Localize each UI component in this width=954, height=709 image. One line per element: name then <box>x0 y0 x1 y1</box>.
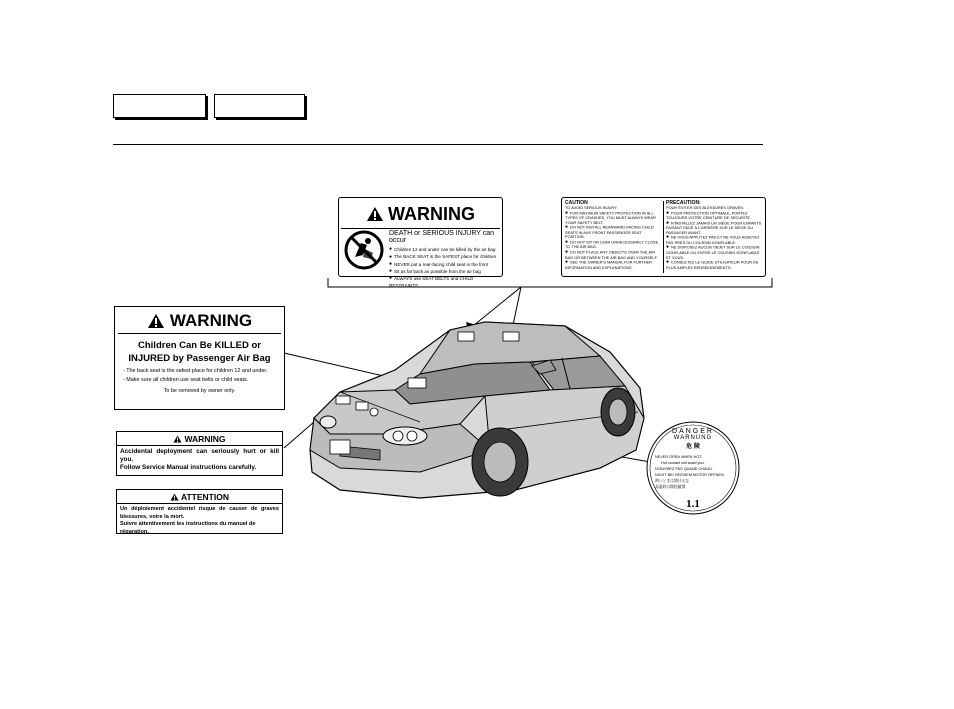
danger-title: DANGER <box>672 428 714 435</box>
warning-triangle-icon <box>170 493 179 501</box>
list-item: ● The BACK SEAT is the SAFEST place for children <box>389 253 501 260</box>
list-item: ● DO NOT PLACE ANY OBJECTS OVER THE AIR BAG OR BETWEEN THE AIR BAG AND YOURSELF. <box>565 250 661 260</box>
top-warning-header <box>341 200 500 229</box>
cap-line-4: NICHT BEI HEISSEM MOTOR ÖFFNEN. <box>655 473 725 477</box>
list-item: - Make sure all children use seat belts or child seats. <box>123 376 284 385</box>
cap-line-5: 熱いときは開けるな <box>655 479 690 483</box>
attention-text2: Suivre attentivement les instructions du manuel de réparation. <box>120 521 256 535</box>
list-item: ● ALWAYS use SEAT BELTS and CHILD RESTRAINTS <box>389 275 501 289</box>
list-item: ● Sit as far back as possible from the air bag <box>389 268 501 275</box>
attention-text1: Un déploiement accidentel risque de causer de graves blessures, voire la mort. <box>120 506 279 520</box>
warnung-title: WARNUNG <box>673 435 713 441</box>
sun-visor-line1: Children Can Be KILLED or <box>138 340 261 351</box>
list-item: - The back seat is the safest place for children 12 and under. <box>123 367 284 376</box>
small-warning-header <box>117 432 282 446</box>
list-item: ● NE DISPOSEZ AUCUN OBJET SUR LE COUSSIN GONFLABLE OU ENTRE LE COUSSIN GONFLABLE ET VOUS. <box>666 245 764 260</box>
list-item: ● SEE THE OWNER'S MANUAL FOR FURTHER INFORMATION AND EXPLANATIONS. <box>565 260 661 270</box>
list-item: ● FOR MAXIMUM SAFETY PROTECTION IN ALL TYPES OF CRASHES, YOU MUST ALWAYS WEAR YOUR SAFETY BELT. <box>565 211 661 226</box>
top-warning-subheading: DEATH or SERIOUS INJURY can occur <box>389 230 495 244</box>
cap-line-6: 高温時は開栓厳禁 <box>655 485 686 489</box>
attention-header <box>117 490 282 504</box>
list-item: ● NE VOUS APPUYEZ PAS ET NE VOUS ASSEYEZ PAS PRÈS DU COUSSIN GONFLABLE. <box>666 235 764 245</box>
warning-triangle-icon <box>173 435 182 443</box>
list-item: ● DO NOT SIT OR LEAN UNNECESSARILY CLOSE TO THE AIR BAG. <box>565 240 661 250</box>
kanji-title: 危 険 <box>686 444 700 450</box>
cap-line-2: Hot coolant will scald you. <box>661 461 705 465</box>
sun-visor-footer: To be removed by owner only. <box>163 388 236 394</box>
attention-label <box>116 489 283 534</box>
list-item: ● DO NOT INSTALL REARWARD-FACING CHILD SEATS IN ANY FRONT PASSENGER SEAT POSITION. <box>565 225 661 240</box>
top-warning-heading: WARNING <box>388 203 475 224</box>
precaution-subtitle: POUR ÉVITER DES BLESSURES GRAVES: <box>666 204 744 210</box>
caution-subtitle: TO AVOID SERIOUS INJURY: <box>565 204 618 210</box>
small-warning-heading: WARNING <box>184 433 226 444</box>
sun-visor-line2: INJURED by Passenger Air Bag <box>128 353 271 364</box>
precaution-title: PRECAUTION: <box>666 200 701 206</box>
cap-line-3: N'OUVREZ PAS QUAND CHAUD. <box>655 467 714 471</box>
small-warning-text2: Follow Service Manual instructions carefully. <box>120 464 257 471</box>
no-child-seat-icon <box>343 229 385 271</box>
warning-triangle-icon <box>366 206 384 222</box>
cap-line-1: NEVER OPEN WHEN HOT. <box>655 455 703 459</box>
small-warning-label <box>116 431 283 476</box>
list-item: ● CONSULTEZ LE GUIDE UTILISATEUR POUR DE PLUS AMPLES RENSEIGNEMENTS. <box>666 260 764 270</box>
caution-precaution-label <box>561 197 766 277</box>
sun-visor-warning-heading: WARNING <box>169 311 253 330</box>
small-warning-text1: Accidental deployment can seriously hurt or kill you. <box>120 448 279 463</box>
sun-visor-warning-header <box>118 309 281 334</box>
sun-visor-warning-label <box>114 306 285 410</box>
attention-heading: ATTENTION <box>180 491 229 502</box>
radiator-cap-danger-label <box>645 420 741 516</box>
warning-triangle-icon <box>147 313 165 329</box>
caution-divider <box>663 201 664 273</box>
car-illustration <box>300 300 650 510</box>
list-item: ● NEVER put a rear-facing child seat in the front <box>389 261 501 268</box>
top-warning-label <box>338 197 503 289</box>
list-item: ● Children 12 and under can be killed by the air bag <box>389 246 501 253</box>
cap-rating: 1.1 <box>686 498 700 510</box>
list-item: ● N'INSTALLEZ JAMAIS UN SIÈGE POUR ENFANTS FAISANT FACE À L'ARRIÈRE SUR LE SIÈGE DU PASSAGER AVANT. <box>666 221 764 236</box>
caution-title: CAUTION <box>565 200 588 206</box>
list-item: ● POUR PROTECTION OPTIMALE, PORTEZ TOUJOURS VOTRE CEINTURE DE SÉCURITÉ. <box>666 211 764 221</box>
